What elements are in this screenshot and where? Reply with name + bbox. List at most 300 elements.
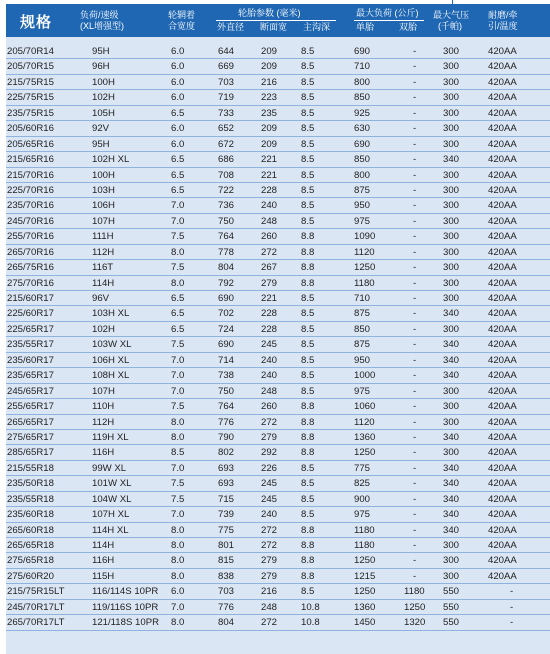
cell-load-single: 850 [354, 154, 371, 166]
cell-rim-width: 7.0 [171, 462, 185, 474]
cell-utqg: 420AA [488, 339, 517, 351]
cell-load-single: 1250 [354, 555, 376, 567]
cell-utqg: 420AA [488, 570, 517, 582]
cell-max-pressure: 300 [443, 262, 460, 274]
cell-rim-width: 8.0 [171, 431, 185, 443]
table-row [6, 276, 550, 291]
cell-load-speed: 96H [92, 61, 110, 73]
cell-max-pressure: 340 [443, 339, 460, 351]
cell-load-single: 1360 [354, 431, 376, 443]
cell-tread-depth: 10.8 [301, 617, 320, 629]
cell-section-width: 245 [261, 493, 278, 505]
cell-outer-diameter: 804 [218, 262, 235, 274]
cell-load-single: 975 [354, 385, 371, 397]
cell-load-single: 850 [354, 323, 371, 335]
cell-load-dual: - [413, 246, 417, 258]
cell-rim-width: 8.5 [171, 447, 185, 459]
cell-outer-diameter: 792 [218, 277, 235, 289]
header-size: 规格 [20, 14, 53, 31]
cell-section-width: 279 [261, 570, 278, 582]
cell-max-pressure: 550 [443, 586, 460, 598]
cell-load-single: 1450 [354, 617, 376, 629]
header-rim-width: 合宽度 [168, 21, 196, 31]
cell-load-single: 850 [354, 92, 371, 104]
table-row [6, 59, 550, 74]
cell-load-dual: - [413, 447, 417, 459]
cell-section-width: 209 [261, 61, 278, 73]
cell-max-pressure: 300 [443, 246, 460, 258]
cell-size: 245/70R16 [7, 215, 54, 227]
cell-load-speed: 119/116S 10PR [92, 601, 159, 613]
cell-load-speed: 108H XL [92, 370, 130, 382]
cell-section-width: 223 [261, 92, 278, 104]
cell-utqg: 420AA [488, 61, 517, 73]
cell-tread-depth: 8.5 [301, 293, 315, 304]
cell-load-dual: - [413, 323, 417, 335]
cell-load-single: 875 [354, 308, 371, 320]
cell-load-dual: - [413, 370, 417, 382]
cell-size: 235/75R15 [7, 107, 54, 119]
cell-tread-depth: 8.5 [301, 478, 315, 490]
cell-max-pressure: 340 [443, 509, 460, 521]
table-row [6, 384, 550, 399]
cell-max-pressure: 340 [443, 462, 460, 474]
cell-load-dual: - [413, 570, 417, 582]
cell-utqg: 420AA [488, 154, 517, 166]
cell-load-single: 825 [354, 478, 371, 490]
table-row [6, 291, 550, 306]
table-row [6, 399, 550, 414]
header-load-speed-xl: (XL增强型) [80, 21, 125, 31]
header-section-width: 断面宽 [260, 22, 288, 32]
cell-load-speed: 101W XL [92, 478, 132, 490]
cell-rim-width: 8.0 [171, 540, 185, 551]
cell-load-speed: 104W XL [92, 493, 132, 505]
cell-rim-width: 7.5 [171, 231, 185, 243]
cell-rim-width: 7.5 [171, 478, 185, 490]
cell-rim-width: 7.5 [171, 262, 185, 274]
cell-outer-diameter: 775 [218, 524, 235, 536]
table-row [6, 152, 550, 167]
cell-size: 215/55R18 [7, 462, 54, 474]
cell-load-dual: - [413, 277, 417, 289]
cell-load-speed: 107H [92, 385, 115, 397]
cell-section-width: 221 [261, 154, 278, 166]
table-row [6, 306, 550, 321]
header-rim: 轮辋着 [168, 10, 196, 20]
cell-utqg: 420AA [488, 354, 517, 366]
cell-outer-diameter: 669 [218, 61, 235, 73]
cell-max-pressure: 300 [443, 138, 460, 150]
cell-size: 215/75R15LT [7, 586, 65, 598]
cell-section-width: 240 [261, 509, 278, 521]
cell-section-width: 209 [261, 138, 278, 150]
cell-utqg: - [510, 601, 514, 613]
header-max-load: 最大负荷 (公斤) [356, 8, 419, 18]
cell-tread-depth: 8.5 [301, 92, 315, 104]
cell-outer-diameter: 690 [218, 293, 235, 304]
cell-load-dual: 1250 [404, 601, 426, 613]
cell-section-width: 272 [261, 540, 278, 551]
cell-tread-depth: 8.8 [301, 447, 315, 459]
cell-size: 215/65R16 [7, 154, 54, 166]
cell-utqg: 420AA [488, 555, 517, 567]
header-tire-params-rule [216, 20, 336, 21]
cell-outer-diameter: 693 [218, 462, 235, 474]
cell-load-speed: 100H [92, 169, 115, 181]
table-row [6, 353, 550, 368]
cell-section-width: 272 [261, 246, 278, 258]
cell-max-pressure: 300 [443, 401, 460, 413]
cell-rim-width: 7.0 [171, 370, 185, 382]
cell-size: 265/65R17 [7, 416, 54, 428]
cell-section-width: 279 [261, 277, 278, 289]
cell-utqg: 420AA [488, 246, 517, 258]
cell-tread-depth: 8.5 [301, 107, 315, 119]
cell-max-pressure: 300 [443, 215, 460, 227]
cell-tread-depth: 8.5 [301, 46, 315, 57]
cell-load-dual: - [413, 184, 417, 196]
cell-max-pressure: 300 [443, 61, 460, 73]
cell-rim-width: 6.5 [171, 308, 185, 320]
cell-utqg: 420AA [488, 138, 517, 150]
cell-size: 235/60R18 [7, 509, 54, 521]
cell-rim-width: 8.0 [171, 277, 185, 289]
cell-outer-diameter: 686 [218, 154, 235, 166]
cell-load-dual: - [413, 215, 417, 227]
cell-load-speed: 95H [92, 46, 110, 57]
cell-load-speed: 107H XL [92, 509, 130, 521]
table-row [6, 553, 550, 568]
table-row [6, 476, 550, 491]
cell-outer-diameter: 708 [218, 169, 235, 181]
cell-load-dual: - [413, 401, 417, 413]
table-row [6, 507, 550, 522]
cell-load-single: 710 [354, 293, 371, 304]
cell-rim-width: 7.0 [171, 200, 185, 212]
cell-tread-depth: 8.5 [301, 215, 315, 227]
cell-outer-diameter: 804 [218, 617, 235, 629]
cell-load-speed: 102H XL [92, 154, 130, 166]
table-row [6, 168, 550, 183]
cell-rim-width: 6.0 [171, 586, 185, 598]
cell-utqg: 420AA [488, 540, 517, 551]
cell-outer-diameter: 703 [218, 76, 235, 88]
cell-max-pressure: 340 [443, 154, 460, 166]
cell-size: 275/65R18 [7, 555, 54, 567]
cell-load-speed: 115H [92, 570, 115, 582]
cell-tread-depth: 8.5 [301, 354, 315, 366]
cell-rim-width: 6.5 [171, 184, 185, 196]
cell-max-pressure: 300 [443, 293, 460, 304]
cell-utqg: 420AA [488, 107, 517, 119]
cell-size: 235/60R17 [7, 354, 54, 366]
cell-load-single: 710 [354, 61, 371, 73]
cell-rim-width: 8.0 [171, 246, 185, 258]
cell-utqg: 420AA [488, 478, 517, 490]
spec-table [6, 4, 550, 654]
cell-load-dual: - [413, 169, 417, 181]
cell-tread-depth: 8.8 [301, 555, 315, 567]
cell-size: 225/70R16 [7, 184, 54, 196]
cell-outer-diameter: 736 [218, 200, 235, 212]
table-row [6, 322, 550, 337]
cell-rim-width: 6.5 [171, 154, 185, 166]
cell-section-width: 209 [261, 46, 278, 57]
cell-load-speed: 99W XL [92, 462, 127, 474]
cell-utqg: 420AA [488, 200, 517, 212]
cell-size: 225/75R15 [7, 92, 54, 104]
cell-load-dual: - [413, 262, 417, 274]
cell-size: 275/65R17 [7, 431, 54, 443]
header-traction-temp: 引/温度 [488, 21, 518, 31]
cell-tread-depth: 8.5 [301, 339, 315, 351]
cell-load-dual: - [413, 200, 417, 212]
cell-max-pressure: 300 [443, 169, 460, 181]
cell-max-pressure: 340 [443, 431, 460, 443]
cell-rim-width: 7.0 [171, 601, 185, 613]
cell-load-dual: - [413, 61, 417, 73]
cell-outer-diameter: 739 [218, 509, 235, 521]
cell-size: 265/75R16 [7, 262, 54, 274]
cell-tread-depth: 8.5 [301, 76, 315, 88]
cell-load-speed: 96V [92, 293, 110, 304]
cell-rim-width: 7.0 [171, 509, 185, 521]
cell-load-speed: 116/114S 10PR [92, 586, 159, 598]
cell-tread-depth: 8.5 [301, 61, 315, 73]
table-row [6, 461, 550, 476]
cell-size: 265/70R16 [7, 246, 54, 258]
cell-tread-depth: 8.8 [301, 262, 315, 274]
header-max-load-rule [354, 20, 424, 21]
cell-load-single: 975 [354, 215, 371, 227]
cell-section-width: 272 [261, 617, 278, 629]
cell-size: 225/65R17 [7, 323, 54, 335]
cell-load-single: 1000 [354, 370, 376, 382]
cell-size: 205/65R16 [7, 138, 54, 150]
cell-utqg: 420AA [488, 323, 517, 335]
cell-outer-diameter: 778 [218, 246, 235, 258]
cell-section-width: 226 [261, 462, 278, 474]
cell-section-width: 228 [261, 323, 278, 335]
cell-tread-depth: 8.5 [301, 385, 315, 397]
cell-section-width: 228 [261, 308, 278, 320]
cell-load-speed: 112H [92, 416, 115, 428]
cell-load-dual: - [413, 354, 417, 366]
cell-load-single: 1215 [354, 570, 376, 582]
cell-load-dual: - [413, 308, 417, 320]
cell-size: 235/50R18 [7, 478, 54, 490]
cell-load-single: 875 [354, 184, 371, 196]
cell-load-dual: - [413, 107, 417, 119]
cell-rim-width: 6.5 [171, 323, 185, 335]
table-row [6, 137, 550, 152]
cell-outer-diameter: 703 [218, 586, 235, 598]
cell-outer-diameter: 714 [218, 354, 235, 366]
cell-tread-depth: 8.5 [301, 123, 315, 135]
cell-section-width: 245 [261, 339, 278, 351]
cell-load-dual: - [413, 154, 417, 166]
cell-load-single: 900 [354, 493, 371, 505]
header-dual: 双胎 [399, 22, 418, 32]
cell-rim-width: 7.0 [171, 354, 185, 366]
cell-load-single: 1250 [354, 447, 376, 459]
cell-section-width: 260 [261, 231, 278, 243]
cell-load-dual: - [413, 76, 417, 88]
cell-max-pressure: 300 [443, 231, 460, 243]
cell-size: 235/55R17 [7, 339, 54, 351]
cell-section-width: 272 [261, 524, 278, 536]
cell-tread-depth: 8.5 [301, 370, 315, 382]
cell-load-single: 950 [354, 354, 371, 366]
cell-rim-width: 6.0 [171, 138, 185, 150]
cell-tread-depth: 8.8 [301, 246, 315, 258]
cell-load-speed: 119H XL [92, 431, 129, 443]
cell-max-pressure: 340 [443, 308, 460, 320]
cell-rim-width: 7.5 [171, 339, 185, 351]
cell-section-width: 248 [261, 385, 278, 397]
cell-outer-diameter: 644 [218, 46, 235, 57]
cell-load-dual: - [413, 123, 417, 135]
cell-load-dual: - [413, 231, 417, 243]
cell-utqg: 420AA [488, 308, 517, 320]
cell-load-single: 875 [354, 339, 371, 351]
cell-utqg: 420AA [488, 169, 517, 181]
cell-rim-width: 6.0 [171, 92, 185, 104]
cell-load-speed: 102H [92, 323, 115, 335]
cell-section-width: 292 [261, 447, 278, 459]
cell-section-width: 267 [261, 262, 278, 274]
cell-utqg: 420AA [488, 385, 517, 397]
cell-rim-width: 6.0 [171, 123, 185, 135]
cell-load-speed: 114H [92, 277, 115, 289]
table-row [6, 600, 550, 615]
cell-tread-depth: 8.5 [301, 169, 315, 181]
cell-outer-diameter: 702 [218, 308, 235, 320]
cell-section-width: 240 [261, 200, 278, 212]
cell-utqg: 420AA [488, 215, 517, 227]
cell-outer-diameter: 764 [218, 231, 235, 243]
cell-outer-diameter: 672 [218, 138, 235, 150]
table-row [6, 415, 550, 430]
table-row [6, 121, 550, 136]
table-row [6, 538, 550, 553]
cell-tread-depth: 8.8 [301, 540, 315, 551]
cell-max-pressure: 340 [443, 524, 460, 536]
cell-size: 235/55R18 [7, 493, 54, 505]
cell-max-pressure: 300 [443, 277, 460, 289]
cell-load-speed: 116T [92, 262, 114, 274]
cell-section-width: 245 [261, 478, 278, 490]
cell-max-pressure: 550 [443, 617, 460, 629]
cell-size: 265/60R18 [7, 524, 54, 536]
header-tire-params: 轮胎参数 (毫米) [238, 8, 301, 18]
cell-load-speed: 112H [92, 246, 115, 258]
cell-rim-width: 6.0 [171, 76, 185, 88]
cell-load-dual: - [413, 462, 417, 474]
cell-load-speed: 95H [92, 138, 110, 150]
cell-load-dual: - [413, 339, 417, 351]
cell-load-dual: - [413, 524, 417, 536]
table-row [6, 229, 550, 244]
header-single: 单胎 [356, 22, 375, 32]
cell-load-single: 1120 [354, 416, 375, 428]
cell-load-speed: 103W XL [92, 339, 132, 351]
cell-max-pressure: 300 [443, 76, 460, 88]
cell-max-pressure: 300 [443, 107, 460, 119]
cell-load-single: 1360 [354, 601, 376, 613]
cell-load-single: 1180 [354, 540, 375, 551]
cell-utqg: 420AA [488, 184, 517, 196]
cell-utqg: 420AA [488, 92, 517, 104]
cell-outer-diameter: 764 [218, 401, 235, 413]
table-row [6, 337, 550, 352]
header-tread-depth: 主沟深 [303, 22, 331, 32]
cell-utqg: 420AA [488, 416, 517, 428]
cell-load-speed: 116H [92, 447, 115, 459]
cell-load-dual: - [413, 555, 417, 567]
cell-tread-depth: 8.8 [301, 524, 315, 536]
cell-load-speed: 105H [92, 107, 115, 119]
cell-load-speed: 111H [92, 231, 114, 243]
cell-load-dual: 1180 [404, 586, 425, 598]
cell-section-width: 272 [261, 416, 278, 428]
table-row [6, 430, 550, 445]
cell-section-width: 279 [261, 431, 278, 443]
cell-load-single: 1090 [354, 231, 376, 243]
cell-outer-diameter: 750 [218, 385, 235, 397]
cell-max-pressure: 300 [443, 570, 460, 582]
table-row [6, 183, 550, 198]
cell-max-pressure: 300 [443, 323, 460, 335]
table-row [6, 445, 550, 460]
cell-outer-diameter: 715 [218, 493, 235, 505]
table-row [6, 569, 550, 584]
cell-utqg: 420AA [488, 231, 517, 243]
cell-utqg: 420AA [488, 76, 517, 88]
header-outer-diameter: 外直径 [217, 22, 245, 32]
table-row [6, 523, 550, 538]
cell-max-pressure: 300 [443, 92, 460, 104]
table-row [6, 44, 550, 59]
cell-outer-diameter: 815 [218, 555, 235, 567]
cell-load-dual: - [413, 385, 417, 397]
cell-load-single: 800 [354, 76, 371, 88]
cell-rim-width: 8.0 [171, 555, 185, 567]
cell-max-pressure: 340 [443, 354, 460, 366]
cell-max-pressure: 300 [443, 46, 460, 57]
cell-load-speed: 106H XL [92, 354, 130, 366]
cell-rim-width: 7.0 [171, 215, 185, 227]
cell-rim-width: 8.0 [171, 617, 185, 629]
cell-load-speed: 103H XL [92, 308, 130, 320]
cell-utqg: 420AA [488, 447, 517, 459]
cell-section-width: 248 [261, 601, 278, 613]
cell-size: 215/60R17 [7, 293, 54, 304]
cell-load-dual: - [413, 540, 417, 551]
cell-tread-depth: 8.5 [301, 493, 315, 505]
cell-size: 275/60R20 [7, 570, 54, 582]
cell-rim-width: 7.5 [171, 401, 185, 413]
cell-load-single: 1180 [354, 277, 375, 289]
cell-max-pressure: 550 [443, 601, 460, 613]
cell-rim-width: 6.5 [171, 107, 185, 119]
cell-load-single: 1060 [354, 401, 376, 413]
cell-max-pressure: 300 [443, 540, 460, 551]
cell-load-single: 925 [354, 107, 371, 119]
cell-load-single: 1180 [354, 524, 375, 536]
cell-load-speed: 102H [92, 92, 115, 104]
